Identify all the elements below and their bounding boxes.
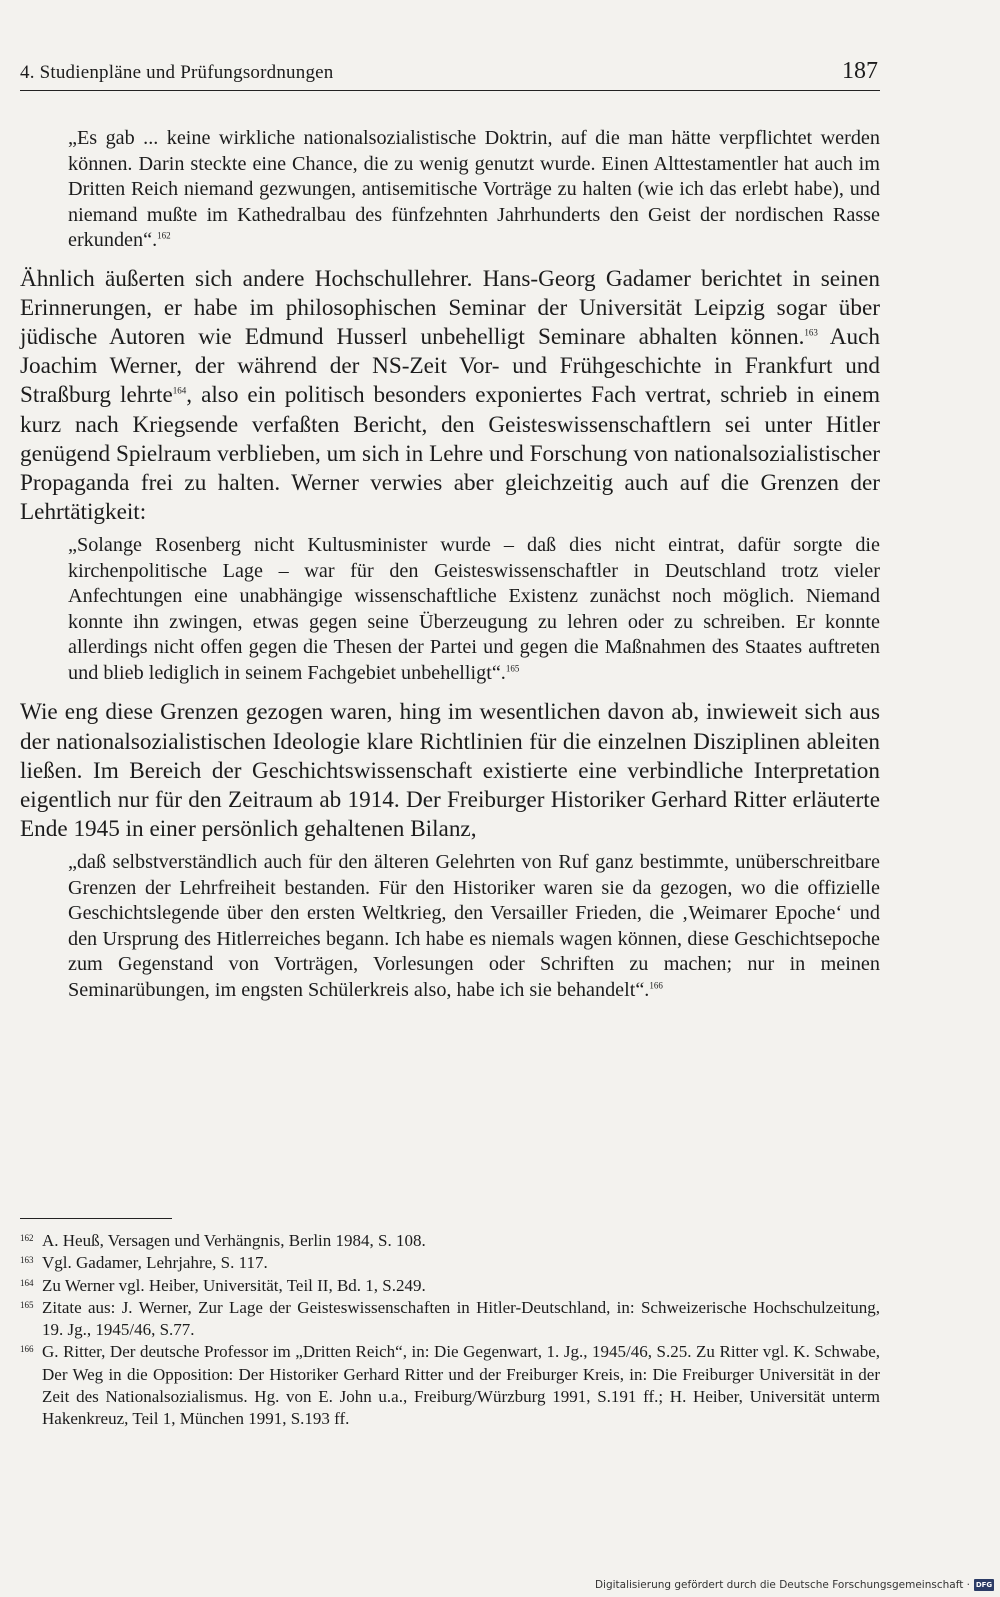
footnote-ref-162[interactable]: 162 <box>157 230 171 241</box>
footnote-number: 164 <box>20 1277 34 1288</box>
paragraph-grenzen: Wie eng diese Grenzen gezogen waren, hing im wesentlichen davon ab, inwieweit sich aus der nationalsozialistischen Ideologie klare Richtlinien für die einzelnen Disziplinen ableiten ließen. Im Bereich der Geschichtswissenschaft existierte eine verbindliche Interpretation eigentlich nur für den Zeitraum ab 1914. Der Freiburger Historiker Gerhard Ritter erläuterte Ende 1945 in einer persönlich gehaltenen Bilanz, <box>20 699 880 843</box>
footnote-163 <box>20 1252 880 1274</box>
quote-text: „Solange Rosenberg nicht Kultusminister wurde – daß dies nicht eintrat, dafür sorgte die kirchenpolitische Lage – war für den Geisteswissenschaftler in Deutschland trotz vieler Anfechtungen eine unabhängige wissenschaftliche Existenz zunächst noch möglich. Niemand konnte ihn zwingen, etwas gegen seine Überzeugung zu lehren oder zu schreiben. Er konnte allerdings nicht offen gegen die Thesen der Partei und gegen die Maßnahmen des Staates auftreten und blieb lediglich in seinem Fachgebiet unbehelligt“. <box>68 534 880 684</box>
footer-credit: Digitalisierung gefördert durch die Deutsche Forschungsgemeinschaft · <box>594 1579 970 1591</box>
footnote-ref-165[interactable]: 165 <box>505 663 520 674</box>
paragraph-text: , also ein politisch besonders exponiertes Fach vertrat, schrieb in einem kurz nach Kriegsende verfaßten Bericht, den Geisteswissenschaftlern sei unter Hitler genügend Spielraum verblieben, um sich in Lehre und Forschung von nationalsozialistischer Propaganda frei zu halten. Werner verwies aber gleichzeitig auch auf die Grenzen der Lehrtätigkeit: <box>20 382 881 526</box>
dfg-logo: DFG <box>975 1581 993 1589</box>
footnote-text: Zitate aus: J. Werner, Zur Lage der Geisteswissenschaften in Hitler-Deutschland, in: Schweizerische Hochschulzeitung, 19. Jg., 1945/46, S.77. <box>42 1297 880 1340</box>
page-number: 187 <box>842 58 878 84</box>
footnotes <box>20 1230 880 1431</box>
page-header <box>20 58 880 91</box>
footnote-text: Zu Werner vgl. Heiber, Universität, Teil II, Bd. 1, S.249. <box>42 1275 426 1295</box>
footnote-166 <box>20 1341 880 1430</box>
footnote-number: 166 <box>20 1344 34 1355</box>
footnote-divider <box>20 1218 172 1219</box>
footnote-165 <box>20 1297 880 1342</box>
quote-text: „daß selbstverständlich auch für den älteren Gelehrten von Ruf ganz bestimmte, unüberschreitbare Grenzen der Lehrfreiheit bestanden. Für den Historiker waren sie da gezogen, wo die offizielle Geschichtslegende über den ersten Weltkrieg, den Versailler Frieden, die ‚Weimarer Epoche‘ und den Ursprung des Hitlerreiches begann. Ich habe es niemals wagen können, diese Geschichtsepoche zum Gegenstand von Vorträgen, Vorlesungen oder Schriften zu machen; nur in meinen Seminarübungen, im engsten Schülerkreis also, habe ich sie behandelt“. <box>68 851 880 1001</box>
footnote-number: 162 <box>20 1233 34 1243</box>
footnote-162 <box>20 1230 880 1252</box>
paragraph-text: Ähnlich äußerten sich andere Hochschullehrer. Hans-Georg Gadamer berichtet in seinen Erinnerungen, er habe im philosophischen Seminar der Universität Leipzig sogar über jüdische Autoren wie Edmund Husserl unbehelligt Seminare abhalten können. <box>20 265 880 350</box>
footnote-number: 165 <box>20 1299 34 1310</box>
quote-text: „Es gab ... keine wirkliche nationalsozialistische Doktrin, auf die man hätte verpflichtet werden können. Darin steckte eine Chance, die zu wenig genutzt wurde. Einen Alttestamentler hat auch im Dritten Reich niemand gezwungen, antisemitische Vorträge zu halten (wie ich das erlebt habe), und niemand mußte im Kathedralbau des fünfzehnten Jahrhunderts den Geist der nordischen Rasse erkunden“. <box>68 127 880 251</box>
paragraph-text: Auch Joachim Werner, der während der NS-Zeit Vor- und Frühgeschichte in Frankfurt und Straßburg lehrte <box>20 323 880 409</box>
footnote-text: G. Ritter, Der deutsche Professor im „Dritten Reich“, in: Die Gegenwart, 1. Jg., 1945/46, S.25. Zu Ritter vgl. K. Schwabe, Der Weg in die Opposition: Der Historiker Gerhard Ritter und der Freiburger Kreis, in: Die Freiburger Universität in der Zeit des Nationalsozialismus. Hg. von E. John u.a., Freiburg/Würzburg 1991, S.191 ff.; H. Heiber, Universität unterm Hakenkreuz, Teil 1, München 1991, S.193 ff. <box>42 1342 880 1429</box>
footnote-ref-164[interactable]: 164 <box>172 385 187 396</box>
footnote-number: 163 <box>20 1255 34 1266</box>
footnote-text: A. Heuß, Versagen und Verhängnis, Berlin 1984, S. 108. <box>42 1231 426 1250</box>
paragraph-gadamer-werner <box>20 265 880 528</box>
running-head: 4. Studienpläne und Prüfungsordnungen <box>20 62 334 83</box>
block-quote-heuss <box>68 126 880 254</box>
footnote-ref-163[interactable]: 163 <box>804 327 818 338</box>
footnote-text: Vgl. Gadamer, Lehrjahre, S. 117. <box>42 1253 268 1273</box>
block-quote-ritter <box>68 850 880 1003</box>
footnote-ref-166[interactable]: 166 <box>649 980 663 991</box>
footnote-164 <box>20 1275 880 1297</box>
block-quote-werner <box>68 533 880 686</box>
digitization-footer <box>595 1579 994 1591</box>
main-text <box>20 126 880 1003</box>
